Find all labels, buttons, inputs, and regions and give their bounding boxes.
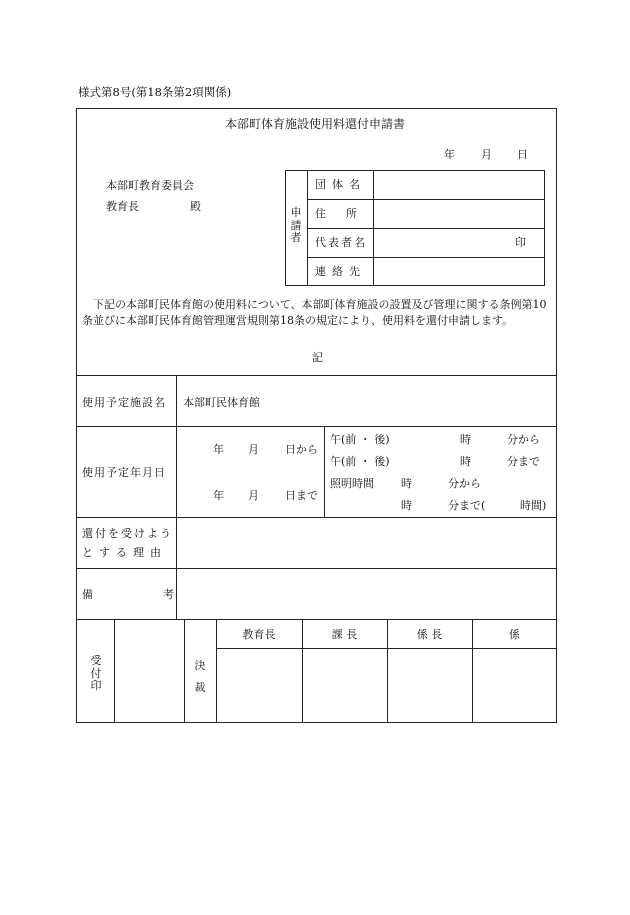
field-representative[interactable] — [380, 237, 500, 251]
schedule-label: 使用予定年月日 — [82, 466, 166, 479]
facility-label: 使用予定施設名 — [82, 396, 166, 409]
applicant-row2 — [307, 228, 545, 229]
label-representative: 代表者名 — [315, 236, 367, 249]
label-contact: 連絡先 — [315, 265, 366, 278]
label-address: 住所 — [315, 207, 377, 220]
time-end-minute: 分まで — [507, 455, 540, 468]
reception-char-1: 受 — [90, 654, 102, 667]
time-end-ampm: 午(前 ・ 後) — [330, 455, 390, 468]
rule-label-column — [176, 375, 177, 619]
time-start-hour: 時 — [460, 433, 471, 446]
time-start-minute: 分から — [507, 433, 540, 446]
applicant-char-3: 者 — [290, 231, 302, 245]
approver-section-chief: 課 長 — [331, 628, 358, 641]
remarks-label: 備考 — [82, 588, 244, 601]
date-from-year: 年 — [213, 443, 224, 456]
approver-staff: 係 — [509, 628, 520, 641]
lighting-minute1: 分から — [448, 477, 481, 490]
rule-schedule-top — [76, 426, 557, 427]
addressee-chief: 教育長 — [106, 200, 139, 213]
reception-char-2: 付 — [90, 666, 102, 680]
lighting-hour2: 時 — [401, 499, 412, 512]
date-to-year: 年 — [213, 489, 224, 502]
approver-education-chief: 教育長 — [242, 628, 276, 641]
applicant-row1 — [307, 199, 545, 200]
label-group-name: 団体名 — [315, 178, 366, 191]
approver-unit-chief: 係 長 — [416, 628, 443, 641]
form-number: 様式第8号(第18条第2項関係) — [78, 85, 232, 99]
time-end-hour: 時 — [460, 455, 471, 468]
reason-line1: 還付を受けよう — [82, 527, 173, 540]
reception-seal-label — [86, 655, 106, 693]
field-contact[interactable] — [380, 266, 540, 280]
field-address[interactable] — [380, 208, 540, 222]
applicant-char-2: 請 — [290, 218, 302, 232]
date-day: 日 — [517, 148, 528, 161]
decision-label — [190, 655, 210, 699]
decision-char-2: 裁 — [194, 681, 206, 694]
reception-char-3: 印 — [90, 679, 102, 693]
form-title: 本部町体育施設使用料還付申請書 — [224, 117, 405, 131]
reason-label-line2: とする理由 — [82, 546, 167, 559]
lighting-label: 照明時間 — [330, 477, 374, 490]
lighting-hour1: 時 — [401, 477, 412, 490]
date-to-suffix: 日まで — [285, 489, 318, 502]
facility-value: 本部町民体育館 — [183, 396, 260, 409]
body-text: 下記の本部町民体育館の使用料について、本部町体育施設の設置及び管理に関する条例第10条並びに本部町民体育館管理運営規則第18条の規定により、使用料を還付申請します。 — [82, 298, 547, 327]
applicant-vertical-label — [287, 207, 305, 245]
rule-facility-top — [76, 375, 557, 376]
lighting-duration: 時間) — [520, 499, 547, 512]
date-year: 年 — [444, 148, 455, 161]
rule-remarks-top — [76, 568, 557, 569]
lighting-minute2: 分まで( — [448, 499, 486, 512]
footer-col-1 — [114, 619, 115, 723]
applicant-char-1: 申 — [290, 206, 302, 219]
ki-heading: 記 — [312, 351, 323, 364]
time-start-ampm: 午(前 ・ 後) — [330, 433, 390, 446]
rule-schedule-split — [324, 426, 325, 517]
rule-footer-top — [76, 619, 557, 620]
date-from-month: 月 — [248, 443, 259, 456]
addressee-honorific: 殿 — [190, 200, 201, 213]
reason-label-line1 — [82, 528, 172, 539]
seal-mark: 印 — [515, 236, 526, 249]
rule-reason-top — [76, 517, 557, 518]
addressee-committee: 本部町教育委員会 — [106, 179, 194, 192]
applicant-row3 — [307, 257, 545, 258]
date-to-month: 月 — [248, 489, 259, 502]
decision-char-1: 決 — [194, 659, 206, 672]
footer-col-2 — [184, 619, 185, 723]
date-month: 月 — [481, 148, 492, 161]
footer-approver-header-rule — [216, 648, 557, 649]
date-from-suffix: 日から — [285, 443, 318, 456]
field-group-name[interactable] — [380, 179, 540, 193]
